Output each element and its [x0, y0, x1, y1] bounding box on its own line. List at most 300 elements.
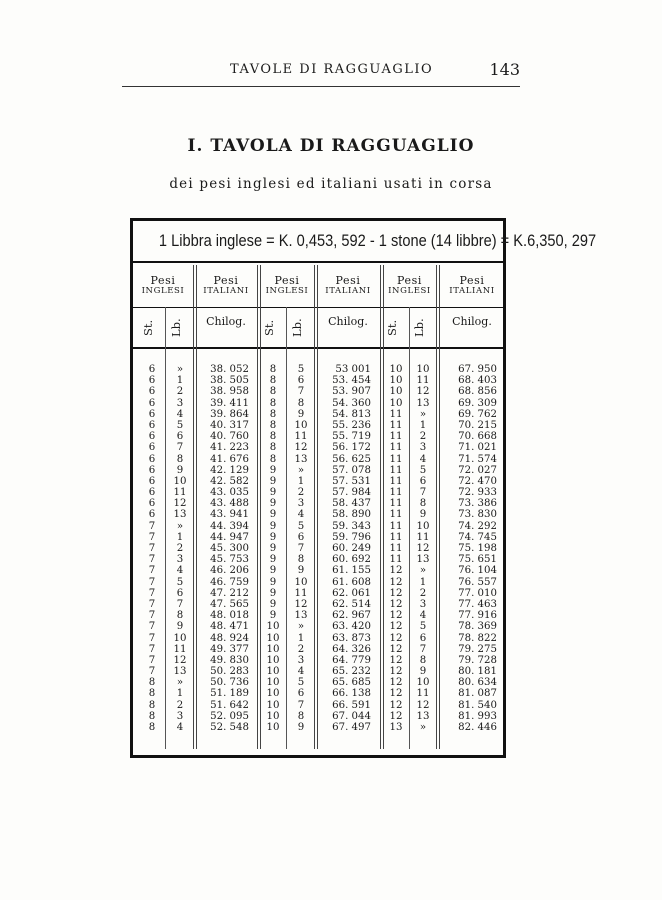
cell-lb-3: 10 [416, 677, 430, 689]
cell-kg-2: 62. 967 [332, 610, 371, 622]
cell-kg-3: 74. 292 [458, 520, 497, 532]
cell-kg-3: 77. 010 [458, 587, 497, 599]
cell-lb-3: 2 [419, 431, 427, 443]
cell-lb-2: 2 [297, 643, 305, 655]
cell-st-1: 7 [148, 520, 156, 532]
cell-kg-3: 76. 557 [458, 576, 497, 588]
cell-lb-3: 7 [419, 487, 427, 499]
cell-kg-2: 60. 692 [332, 554, 371, 566]
cell-kg-3: 75. 198 [458, 543, 497, 554]
cell-kg-3: 79. 728 [458, 654, 497, 666]
cell-lb-2: 10 [294, 576, 308, 588]
cell-lb-2: 5 [297, 520, 305, 532]
cell-kg-1: 52. 095 [210, 710, 249, 722]
cell-kg-2: 57. 078 [332, 464, 371, 476]
cell-kg-1: 41. 676 [210, 453, 249, 465]
cell-kg-3: 78. 822 [458, 632, 497, 644]
cell-st-3: 12 [389, 688, 403, 700]
cell-lb-2: 1 [297, 475, 305, 487]
cell-lb-3: 2 [419, 587, 427, 599]
table-row [133, 677, 503, 688]
cell-kg-1: 51. 189 [210, 688, 249, 700]
cell-st-1: 6 [148, 442, 156, 454]
cell-lb-3: 13 [416, 710, 430, 722]
cell-st-1: 7 [148, 621, 156, 633]
cell-lb-3: » [419, 565, 427, 577]
cell-st-3: 12 [389, 576, 403, 588]
cell-st-3: 11 [389, 498, 403, 510]
cell-kg-1: 38. 958 [210, 386, 249, 398]
cell-st-2: 10 [266, 677, 280, 689]
cell-st-3: 11 [389, 543, 403, 554]
cell-st-3: 12 [389, 699, 403, 711]
table-row [133, 454, 503, 465]
cell-kg-2: 64. 326 [332, 643, 371, 655]
cell-lb-1: » [176, 677, 184, 689]
cell-lb-3: 1 [419, 419, 427, 431]
cell-kg-1: 48. 471 [210, 621, 249, 633]
group-header-pesi-italiani-3: Pesi ITALIANI [449, 274, 495, 296]
cell-kg-2: 59. 343 [332, 520, 371, 532]
cell-st-3: 11 [389, 464, 403, 476]
cell-kg-2: 53. 907 [332, 386, 371, 398]
conversion-equation: 1 Libbra inglese = K. 0,453, 592 - 1 stone (14 libbre) = K.6,350, 297 [158, 231, 597, 250]
cell-lb-1: 3 [176, 554, 184, 566]
cell-lb-2: 9 [297, 565, 305, 577]
cell-lb-1: 13 [173, 509, 187, 521]
cell-st-3: 11 [389, 442, 403, 454]
cell-lb-3: 12 [416, 386, 430, 398]
cell-st-1: 7 [148, 610, 156, 622]
cell-lb-2: 6 [297, 531, 305, 543]
cell-st-3: 12 [389, 598, 403, 610]
cell-kg-1: 48. 924 [210, 632, 249, 644]
column-header-rule [133, 347, 503, 349]
header-rule [122, 86, 520, 87]
cell-st-1: 7 [148, 643, 156, 655]
table-row [133, 431, 503, 442]
cell-lb-2: 2 [297, 487, 305, 499]
group-header-pesi-italiani-2: Pesi ITALIANI [325, 274, 371, 296]
cell-kg-3: 79. 275 [458, 643, 497, 655]
group-header-rule [133, 307, 503, 308]
cell-st-1: 6 [148, 475, 156, 487]
cell-kg-1: 41. 223 [210, 442, 249, 454]
cell-kg-3: 71. 021 [458, 442, 497, 454]
cell-lb-1: 1 [176, 375, 184, 387]
cell-st-2: 9 [269, 565, 277, 577]
cell-lb-1: 12 [173, 498, 187, 510]
table-row [133, 521, 503, 532]
cell-kg-2: 58. 890 [332, 509, 371, 521]
cell-lb-2: 5 [297, 677, 305, 689]
cell-kg-3: 81. 993 [458, 710, 497, 722]
cell-kg-1: 48. 018 [210, 610, 249, 622]
cell-kg-3: 75. 651 [458, 554, 497, 566]
table-row [133, 375, 503, 386]
cell-lb-1: 7 [176, 598, 184, 610]
cell-kg-2: 66. 138 [332, 688, 371, 700]
col-header-st-2: St. [262, 319, 276, 337]
cell-st-1: 7 [148, 587, 156, 599]
cell-st-3: 12 [389, 643, 403, 655]
cell-lb-1: » [176, 520, 184, 532]
cell-st-2: 9 [269, 543, 277, 554]
cell-lb-3: 3 [419, 442, 427, 454]
cell-lb-3: 11 [416, 688, 430, 700]
cell-lb-2: 3 [297, 654, 305, 666]
cell-kg-1: 49. 377 [210, 643, 249, 655]
cell-kg-2: 65. 232 [332, 666, 371, 678]
cell-lb-1: 13 [173, 666, 187, 678]
cell-st-2: 9 [269, 509, 277, 521]
cell-kg-1: 40. 317 [210, 419, 249, 431]
cell-lb-2: 3 [297, 498, 305, 510]
cell-kg-3: 82. 446 [458, 722, 497, 733]
cell-kg-3: 72. 933 [458, 487, 497, 499]
cell-st-2: 10 [266, 666, 280, 678]
cell-kg-1: 43. 035 [210, 487, 249, 499]
cell-kg-1: 49. 830 [210, 654, 249, 666]
table-row [133, 688, 503, 699]
cell-st-1: 7 [148, 576, 156, 588]
cell-st-1: 7 [148, 632, 156, 644]
cell-st-2: 9 [269, 464, 277, 476]
cell-kg-2: 59. 796 [332, 531, 371, 543]
cell-st-3: 12 [389, 610, 403, 622]
cell-kg-3: 76. 104 [458, 565, 497, 577]
cell-kg-1: 45. 753 [210, 554, 249, 566]
cell-kg-2: 57. 984 [332, 487, 371, 499]
cell-kg-1: 50. 736 [210, 677, 249, 689]
table-row [133, 599, 503, 610]
cell-st-1: 7 [148, 666, 156, 678]
cell-lb-2: 8 [297, 397, 305, 409]
cell-kg-2: 62. 514 [332, 598, 371, 610]
cell-kg-3: 70. 668 [458, 431, 497, 443]
cell-kg-2: 67. 497 [332, 722, 371, 733]
cell-kg-1: 44. 947 [210, 531, 249, 543]
cell-kg-2: 60. 249 [332, 543, 371, 554]
table-row [133, 364, 503, 375]
cell-st-1: 6 [148, 386, 156, 398]
cell-st-1: 8 [148, 710, 156, 722]
cell-st-2: 8 [269, 419, 277, 431]
cell-kg-1: 51. 642 [210, 699, 249, 711]
cell-kg-1: 46. 206 [210, 565, 249, 577]
table-row [133, 565, 503, 576]
cell-lb-2: 9 [297, 722, 305, 733]
cell-st-2: 8 [269, 364, 277, 375]
cell-kg-2: 66. 591 [332, 699, 371, 711]
cell-st-1: 7 [148, 531, 156, 543]
cell-lb-3: 11 [416, 531, 430, 543]
cell-lb-2: 12 [294, 442, 308, 454]
table-row [133, 711, 503, 722]
group-header-pesi-italiani-1: Pesi ITALIANI [203, 274, 249, 296]
cell-lb-3: 6 [419, 475, 427, 487]
cell-lb-1: 6 [176, 431, 184, 443]
cell-kg-1: 38. 505 [210, 375, 249, 387]
col-header-lb-3: Lb. [412, 318, 426, 338]
cell-st-1: 7 [148, 654, 156, 666]
cell-lb-1: 10 [173, 632, 187, 644]
cell-st-3: 10 [389, 375, 403, 387]
cell-st-2: 9 [269, 610, 277, 622]
cell-lb-1: 6 [176, 587, 184, 599]
cell-kg-1: 39. 411 [210, 397, 249, 409]
cell-lb-3: 11 [416, 375, 430, 387]
cell-st-2: 8 [269, 453, 277, 465]
cell-kg-2: 64. 779 [332, 654, 371, 666]
cell-st-2: 8 [269, 375, 277, 387]
cell-kg-1: 47. 212 [210, 587, 249, 599]
cell-lb-3: 12 [416, 543, 430, 554]
cell-lb-2: 10 [294, 419, 308, 431]
cell-st-1: 6 [148, 397, 156, 409]
cell-kg-3: 69. 309 [458, 397, 497, 409]
cell-st-1: 7 [148, 554, 156, 566]
cell-st-3: 12 [389, 587, 403, 599]
table-row [133, 420, 503, 431]
col-header-kg-1: Chilog. [206, 315, 246, 328]
table-row [133, 442, 503, 453]
cell-kg-1: 50. 283 [210, 666, 249, 678]
cell-kg-2: 67. 044 [332, 710, 371, 722]
cell-st-3: 11 [389, 419, 403, 431]
cell-st-2: 9 [269, 475, 277, 487]
cell-lb-1: 3 [176, 710, 184, 722]
cell-kg-2: 65. 685 [332, 677, 371, 689]
cell-kg-3: 77. 463 [458, 598, 497, 610]
cell-st-1: 8 [148, 722, 156, 733]
cell-lb-3: 13 [416, 397, 430, 409]
col-header-st-1: St. [141, 319, 155, 337]
cell-lb-2: 7 [297, 543, 305, 554]
cell-st-1: 7 [148, 598, 156, 610]
cell-lb-2: 9 [297, 408, 305, 420]
cell-st-2: 10 [266, 710, 280, 722]
cell-st-2: 8 [269, 386, 277, 398]
cell-st-3: 12 [389, 677, 403, 689]
cell-st-2: 9 [269, 598, 277, 610]
cell-kg-2: 61. 155 [332, 565, 371, 577]
running-head [122, 60, 520, 84]
cell-st-2: 8 [269, 431, 277, 443]
running-title: TAVOLE DI RAGGUAGLIO [230, 62, 434, 77]
cell-kg-1: 42. 129 [210, 464, 249, 476]
cell-kg-1: 39. 864 [210, 408, 249, 420]
cell-kg-2: 63. 873 [332, 632, 371, 644]
cell-st-2: 9 [269, 531, 277, 543]
cell-st-3: 10 [389, 397, 403, 409]
cell-st-3: 12 [389, 710, 403, 722]
table-row [133, 476, 503, 487]
cell-kg-3: 69. 762 [458, 408, 497, 420]
cell-st-1: 6 [148, 408, 156, 420]
page-subtitle: dei pesi inglesi ed italiani usati in corsa [169, 176, 493, 192]
cell-kg-1: 42. 582 [210, 475, 249, 487]
cell-st-2: 8 [269, 442, 277, 454]
group-header-pesi-inglesi-2: Pesi INGLESI [265, 274, 309, 296]
cell-st-3: 11 [389, 475, 403, 487]
cell-st-2: 10 [266, 632, 280, 644]
col-header-lb-1: Lb. [169, 318, 183, 338]
group-header-pesi-inglesi-3: Pesi INGLESI [388, 274, 431, 296]
cell-kg-3: 73. 386 [458, 498, 497, 510]
table-row [133, 532, 503, 543]
cell-st-1: 6 [148, 453, 156, 465]
cell-lb-1: 1 [176, 688, 184, 700]
cell-lb-3: 6 [419, 632, 427, 644]
cell-st-3: 11 [389, 509, 403, 521]
cell-lb-2: 11 [294, 587, 308, 599]
cell-kg-3: 72. 470 [458, 475, 497, 487]
page-title: I. TAVOLA DI RAGGUAGLIO [187, 136, 475, 156]
cell-st-1: 8 [148, 699, 156, 711]
cell-lb-2: 8 [297, 710, 305, 722]
cell-lb-3: 12 [416, 699, 430, 711]
cell-kg-3: 72. 027 [458, 464, 497, 476]
cell-lb-2: 6 [297, 688, 305, 700]
cell-kg-2: 56. 172 [332, 442, 371, 454]
cell-kg-1: 45. 300 [210, 543, 249, 554]
cell-lb-1: 5 [176, 419, 184, 431]
cell-lb-3: 13 [416, 554, 430, 566]
cell-lb-2: 6 [297, 375, 305, 387]
cell-kg-2: 61. 608 [332, 576, 371, 588]
cell-lb-3: 9 [419, 666, 427, 678]
cell-st-1: 7 [148, 565, 156, 577]
table-row [133, 577, 503, 588]
cell-kg-1: 44. 394 [210, 520, 249, 532]
cell-st-1: 6 [148, 375, 156, 387]
cell-kg-3: 68. 856 [458, 386, 497, 398]
cell-kg-3: 73. 830 [458, 509, 497, 521]
cell-st-2: 8 [269, 397, 277, 409]
cell-lb-3: 10 [416, 520, 430, 532]
cell-lb-1: 2 [176, 543, 184, 554]
table-row [133, 487, 503, 498]
cell-kg-2: 55. 719 [332, 431, 371, 443]
cell-st-2: 9 [269, 487, 277, 499]
cell-lb-1: 5 [176, 576, 184, 588]
cell-st-2: 10 [266, 699, 280, 711]
cell-lb-1: 2 [176, 699, 184, 711]
cell-kg-3: 80. 634 [458, 677, 497, 689]
table-row [133, 655, 503, 666]
cell-lb-2: 12 [294, 598, 308, 610]
cell-st-2: 10 [266, 688, 280, 700]
table-row [133, 700, 503, 711]
cell-st-1: 6 [148, 509, 156, 521]
cell-kg-3: 67. 950 [458, 364, 497, 375]
cell-st-3: 12 [389, 666, 403, 678]
cell-st-3: 13 [389, 722, 403, 733]
cell-kg-2: 55. 236 [332, 419, 371, 431]
cell-st-2: 9 [269, 554, 277, 566]
cell-kg-1: 43. 941 [210, 509, 249, 521]
cell-kg-1: 52. 548 [210, 722, 249, 733]
table-row [133, 386, 503, 397]
cell-kg-3: 81. 087 [458, 688, 497, 700]
cell-lb-1: 9 [176, 621, 184, 633]
cell-lb-2: 4 [297, 666, 305, 678]
cell-kg-3: 77. 916 [458, 610, 497, 622]
cell-st-3: 11 [389, 453, 403, 465]
cell-lb-3: 8 [419, 498, 427, 510]
cell-st-3: 11 [389, 487, 403, 499]
cell-st-2: 8 [269, 408, 277, 420]
cell-lb-3: 4 [419, 453, 427, 465]
cell-kg-2: 53. 454 [332, 375, 371, 387]
cell-lb-3: 3 [419, 598, 427, 610]
cell-kg-1: 47. 565 [210, 598, 249, 610]
cell-lb-2: 7 [297, 386, 305, 398]
cell-lb-1: » [176, 364, 184, 375]
cell-st-3: 11 [389, 431, 403, 443]
cell-lb-3: 9 [419, 509, 427, 521]
cell-st-3: 12 [389, 565, 403, 577]
table-row [133, 722, 503, 733]
cell-lb-1: 8 [176, 610, 184, 622]
cell-lb-3: 7 [419, 643, 427, 655]
table-row [133, 610, 503, 621]
cell-st-3: 12 [389, 654, 403, 666]
cell-kg-3: 68. 403 [458, 375, 497, 387]
cell-st-3: 11 [389, 531, 403, 543]
cell-lb-2: » [297, 621, 305, 633]
cell-lb-2: 11 [294, 431, 308, 443]
cell-lb-3: » [419, 408, 427, 420]
table-body [133, 364, 503, 733]
cell-lb-1: 4 [176, 408, 184, 420]
cell-lb-3: 1 [419, 576, 427, 588]
cell-kg-2: 63. 420 [332, 621, 371, 633]
cell-kg-3: 70. 215 [458, 419, 497, 431]
cell-lb-3: » [419, 722, 427, 733]
table-row [133, 666, 503, 677]
table-row [133, 409, 503, 420]
cell-lb-1: 11 [173, 643, 187, 655]
cell-kg-3: 71. 574 [458, 453, 497, 465]
cell-kg-2: 62. 061 [332, 587, 371, 599]
cell-lb-2: 7 [297, 699, 305, 711]
cell-lb-1: 11 [173, 487, 187, 499]
table-row [133, 509, 503, 520]
col-header-lb-2: Lb. [290, 318, 304, 338]
table-row [133, 465, 503, 476]
cell-lb-1: 9 [176, 464, 184, 476]
cell-kg-1: 38. 052 [210, 364, 249, 375]
cell-lb-2: 5 [297, 364, 305, 375]
cell-kg-1: 46. 759 [210, 576, 249, 588]
cell-st-1: 6 [148, 431, 156, 443]
cell-st-1: 6 [148, 364, 156, 375]
cell-lb-2: 8 [297, 554, 305, 566]
cell-lb-2: 1 [297, 632, 305, 644]
cell-kg-1: 43. 488 [210, 498, 249, 510]
cell-st-2: 9 [269, 498, 277, 510]
cell-lb-1: 4 [176, 565, 184, 577]
table-row [133, 588, 503, 599]
table-row [133, 398, 503, 409]
group-header-pesi-inglesi-1: Pesi INGLESI [141, 274, 185, 296]
cell-lb-1: 2 [176, 386, 184, 398]
cell-st-2: 9 [269, 520, 277, 532]
cell-st-2: 10 [266, 722, 280, 733]
cell-kg-2: 58. 437 [332, 498, 371, 510]
